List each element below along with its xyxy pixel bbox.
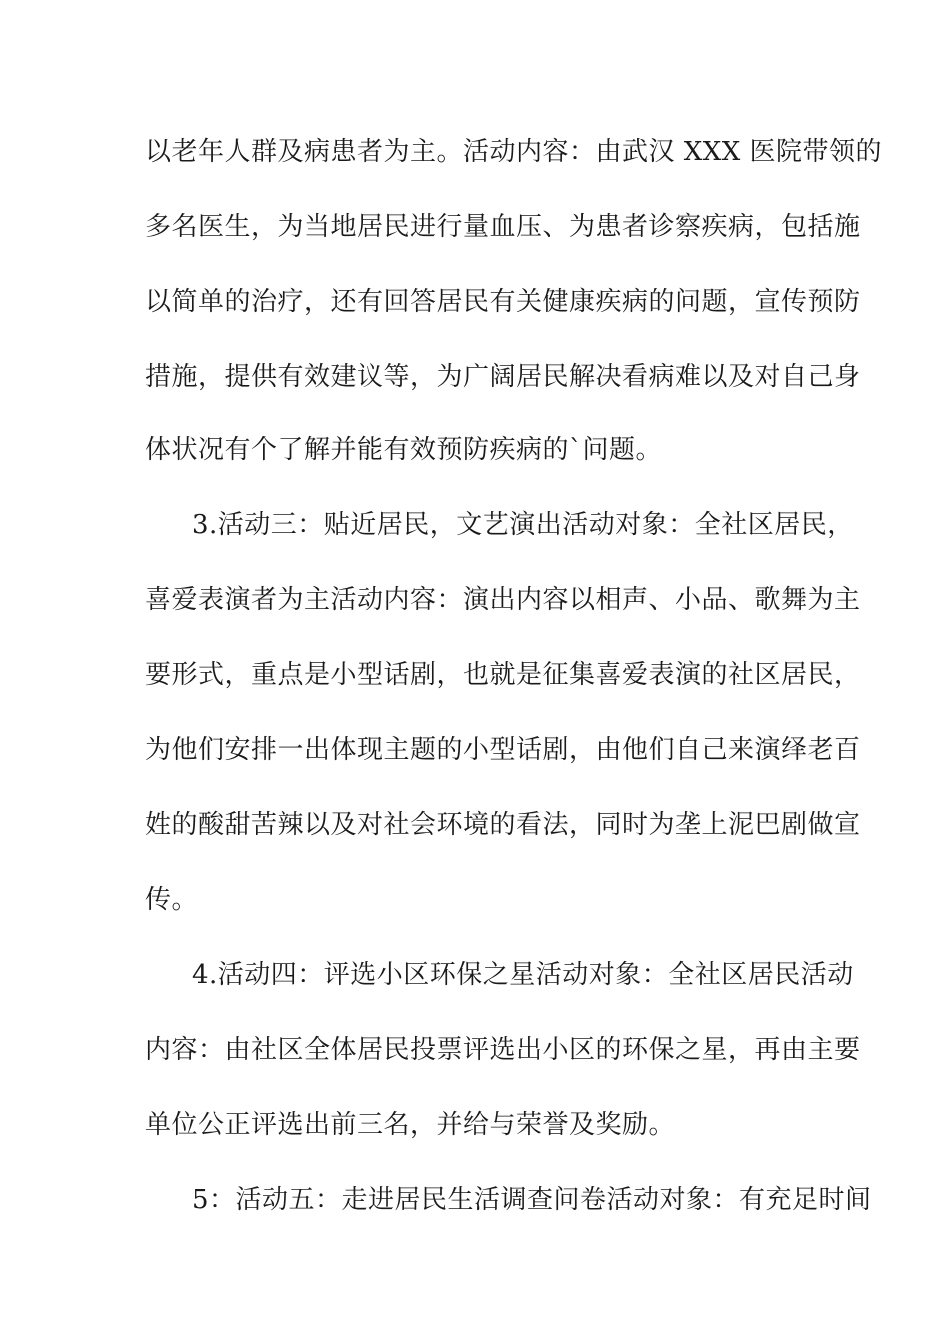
paragraph-line: 措施，提供有效建议等，为广阔居民解决看病难以及对自己身 bbox=[145, 362, 861, 392]
paragraph-line: 内容：由社区全体居民投票评选出小区的环保之星，再由主要 bbox=[145, 1035, 861, 1065]
paragraph-line: 体状况有个了解并能有效预防疾病的`问题。 bbox=[145, 435, 663, 465]
paragraph-line: 单位公正评选出前三名，并给与荣誉及奖励。 bbox=[145, 1110, 676, 1140]
paragraph-line: 为他们安排一出体现主题的小型话剧，由他们自己来演绎老百 bbox=[145, 735, 861, 765]
paragraph-line: 姓的酸甜苦辣以及对社会环境的看法，同时为垄上泥巴剧做宣 bbox=[145, 810, 861, 840]
paragraph-line: 要形式，重点是小型话剧，也就是征集喜爱表演的社区居民， bbox=[145, 660, 861, 690]
paragraph-line: 以简单的治疗，还有回答居民有关健康疾病的问题，宣传预防 bbox=[145, 287, 861, 317]
paragraph-line: 多名医生，为当地居民进行量血压、为患者诊察疾病，包括施 bbox=[145, 212, 861, 242]
paragraph-line: 传。 bbox=[145, 885, 199, 915]
paragraph-line: 5：活动五：走进居民生活调查问卷活动对象：有充足时间 bbox=[192, 1185, 872, 1215]
paragraph-line: 喜爱表演者为主活动内容：演出内容以相声、小品、歌舞为主 bbox=[145, 585, 861, 615]
paragraph-line: 3.活动三：贴近居民，文艺演出活动对象：全社区居民， bbox=[192, 510, 854, 540]
paragraph-line: 4.活动四：评选小区环保之星活动对象：全社区居民活动 bbox=[192, 960, 854, 990]
paragraph-line: 以老年人群及病患者为主。活动内容：由武汉 XXX 医院带领的 bbox=[145, 137, 883, 167]
